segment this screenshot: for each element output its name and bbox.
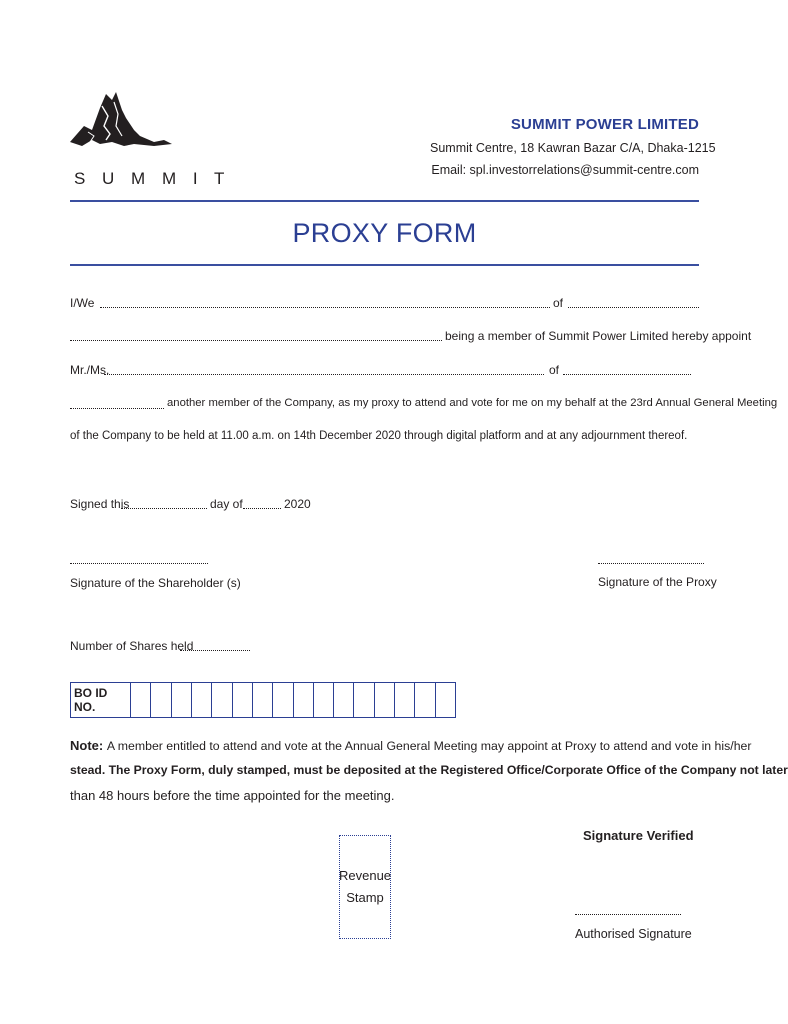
bo-id-cell[interactable]: [233, 683, 253, 717]
signed-month-field[interactable]: [243, 508, 281, 509]
bo-id-cell[interactable]: [294, 683, 314, 717]
authorised-signature-line[interactable]: [575, 914, 681, 915]
address-field-1[interactable]: [568, 307, 699, 308]
stamp-label-1: Revenue: [338, 868, 392, 883]
form-title: PROXY FORM: [292, 218, 477, 248]
proxy-signature-label: Signature of the Proxy: [598, 575, 717, 589]
name-field[interactable]: [100, 307, 550, 308]
company-address: Summit Centre, 18 Kawran Bazar C/A, Dhaka-1215: [430, 141, 716, 155]
mr-ms-label: Mr./Ms.: [70, 363, 110, 377]
day-of-label: day of: [210, 497, 243, 511]
bo-id-cell[interactable]: [314, 683, 334, 717]
shares-held-field[interactable]: [180, 650, 250, 651]
company-email: Email: spl.investorrelations@summit-centre.com: [431, 163, 699, 177]
shares-held-label: Number of Shares held: [70, 639, 194, 653]
of-label-2: of: [549, 363, 560, 377]
bo-id-cell[interactable]: [192, 683, 212, 717]
bo-id-cell[interactable]: [253, 683, 273, 717]
signature-verified-title: Signature Verified: [583, 828, 694, 843]
proxy-address-field-2[interactable]: [70, 408, 164, 409]
of-label-1: of: [553, 296, 564, 310]
authorised-signature-label: Authorised Signature: [575, 927, 692, 941]
bo-id-table: [70, 682, 456, 718]
bo-id-cell[interactable]: [395, 683, 415, 717]
bo-id-cell[interactable]: [131, 683, 151, 717]
mountain-icon: [70, 92, 172, 146]
signed-year: 2020: [284, 497, 311, 511]
title-divider: [70, 264, 699, 266]
revenue-stamp-box: [339, 835, 391, 939]
bo-id-label: BO ID NO.: [71, 683, 131, 717]
bo-id-cell[interactable]: [172, 683, 192, 717]
signed-this-label: Signed this: [70, 497, 130, 511]
note-line-3: than 48 hours before the time appointed for the meeting.: [70, 788, 395, 803]
stamp-label-2: Stamp: [346, 890, 384, 905]
proxy-address-field[interactable]: [563, 374, 691, 375]
bo-id-cell[interactable]: [415, 683, 435, 717]
bo-id-cell[interactable]: [334, 683, 354, 717]
bo-id-cell[interactable]: [375, 683, 395, 717]
meeting-text: of the Company to be held at 11.00 a.m. on 14th December 2020 through digital platform and at any adjournment thereof.: [70, 430, 688, 442]
summit-logo: [64, 86, 231, 190]
note-line-2: stead. The Proxy Form, duly stamped, must be deposited at the Registered Office/Corporate Office of the Company not later: [70, 763, 788, 777]
header-divider: [70, 200, 699, 202]
proxy-name-field[interactable]: [104, 374, 544, 375]
bo-id-cell[interactable]: [212, 683, 232, 717]
note-line-1: [70, 738, 752, 753]
signed-day-field[interactable]: [121, 508, 207, 509]
iwe-label: I/We: [70, 296, 95, 310]
note-label: Note:: [70, 738, 104, 753]
bo-id-cell[interactable]: [436, 683, 455, 717]
bo-id-cell[interactable]: [354, 683, 374, 717]
company-name: SUMMIT POWER LIMITED: [510, 116, 699, 133]
bo-id-cell[interactable]: [151, 683, 171, 717]
address-field-2[interactable]: [70, 340, 442, 341]
proxy-appoint-text: another member of the Company, as my proxy to attend and vote for me on my behalf at the 23rd Annual General Meeting: [167, 397, 778, 409]
member-text: being a member of Summit Power Limited hereby appoint: [445, 329, 752, 343]
proxy-signature-line[interactable]: [598, 563, 704, 564]
bo-id-cell[interactable]: [273, 683, 293, 717]
shareholder-signature-label: Signature of the Shareholder (s): [70, 576, 241, 590]
note-text-1: A member entitled to attend and vote at the Annual General Meeting may appoint at Proxy to attend and vote in his/her: [106, 739, 752, 753]
shareholder-signature-line[interactable]: [70, 563, 208, 564]
logo-wordmark: S U M M I T: [74, 169, 231, 188]
